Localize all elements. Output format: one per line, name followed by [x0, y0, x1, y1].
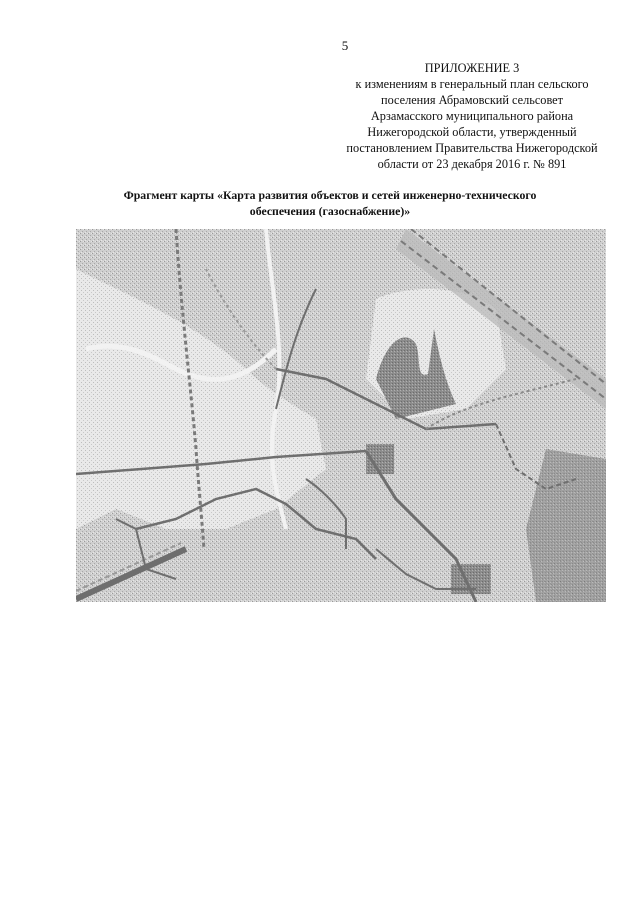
page-number: 5 [341, 38, 349, 53]
map-fragment-image [76, 229, 606, 602]
appendix-header [322, 60, 622, 172]
appendix-line: области от 23 декабря 2016 г. № 891 [377, 157, 567, 171]
map-title [60, 187, 600, 219]
map-svg [76, 229, 606, 602]
appendix-line: к изменениям в генеральный план сельского [355, 77, 589, 91]
map-title-line: обеспечения (газоснабжение)» [249, 204, 411, 218]
appendix-line: Нижегородской области, утвержденный [367, 125, 577, 139]
map-title-line: Фрагмент карты «Карта развития объектов и сетей инженерно-технического [123, 188, 537, 202]
appendix-line: Арзамасского муниципального района [370, 109, 574, 123]
appendix-line: поселения Абрамовский сельсовет [380, 93, 564, 107]
appendix-line: постановлением Правительства Нижегородской [346, 141, 598, 155]
appendix-line: ПРИЛОЖЕНИЕ 3 [424, 61, 520, 75]
